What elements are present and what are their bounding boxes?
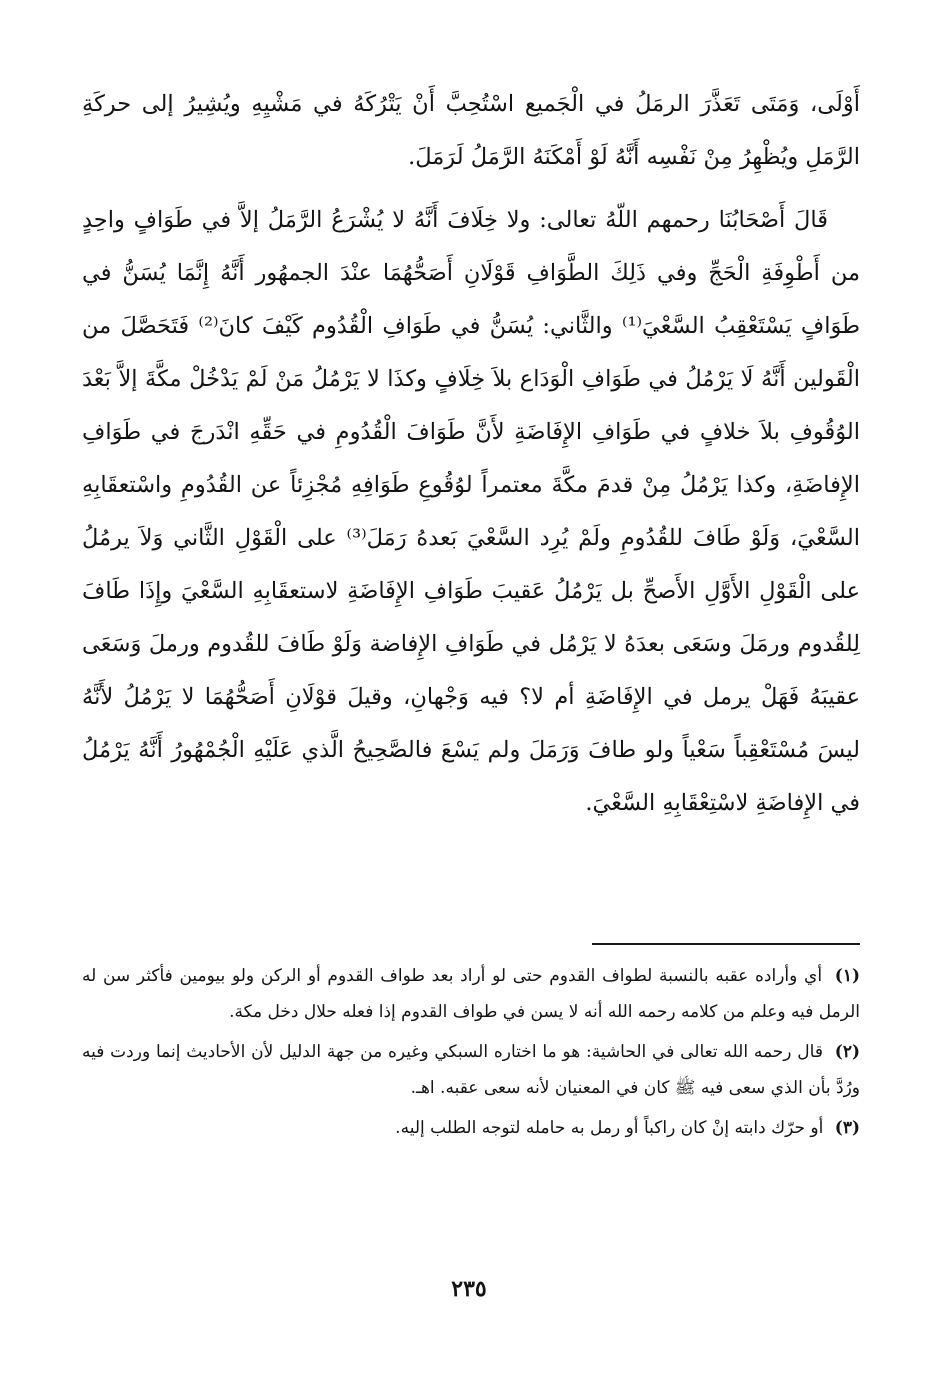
footnote-separator	[592, 943, 860, 945]
footnote-number: (١)	[834, 966, 860, 986]
footnote-1	[82, 958, 860, 1030]
main-text	[82, 78, 860, 830]
footnote-text: أي وأراده عقبه بالنسبة لطواف القدوم حتى لو أراد بعد طواف القدوم أو الركن ولو بيومين فأكثر سن له الرمل فيه وعلم من كلامه رحمه الله أنه لا يسن في طواف القدوم إذا فعله حلال دخل مكة.	[82, 966, 860, 1022]
page-number: ٢٣٥	[451, 1276, 487, 1302]
footnote-number: (٣)	[834, 1118, 860, 1138]
paragraph-1: أَوْلَى، وَمَتَى تَعَذَّرَ الرمَلُ في الْجَميع اسْتُحِبَّ أَنْ يَتْرُكَهُ في مَشْيِهِ ويُشِيرُ إلى حركَةِ الرَّمَلِ ويُظْهِرُ مِنْ نَفْسِه أَنَّهُ لَوْ أَمْكَنَهُ الرَّمَلُ لَرَمَلَ.	[82, 91, 860, 170]
paragraph-2: قَالَ أَصْحَابُنَا رحمهم اللّهُ تعالى: ولا خِلَافَ أَنَّهُ لا يُشْرَعُ الرَّمَلُ إلاَّ في طَوَافٍ واحِدٍ من أَطْوِفَةِ الْحَجِّ وفي ذَلِكَ الطَّوَافِ قَوْلَانِ أَصَحُّهُمَا عنْدَ الجمهُور أَنَّهُ إِنَّمَا يُسَنُّ في طَوَافٍ يَسْتَعْقِبُ السَّعْيَ⁽¹⁾ والثَّاني: يُسَنُّ في طَوَافِ الْقُدُوم كَيْفَ كانَ⁽²⁾ فَتَحَصَّلَ من الْقَولين أَنَّهُ لَا يَرْمُلُ في طَوَافِ الْوَدَاع بلاَ خِلَافٍ وكذَا لا يَرْمُلُ مَنْ لَمْ يَدْخُلْ مكَّةَ إلاَّ بَعْدَ الوُقُوفِ بلاَ خلافٍ في طَوَافِ الإِفَاضَةِ لأَنَّ طَوَافَ الْقُدُومِ في حَقِّهِ انْدَرجَ في طَوَافِ الإِفاضَةِ، وكذا يَرْمُلُ مِنْ قدمَ مكَّةَ معتمراً لوُقُوعِ طَوَافِهِ مُجْزِئاً عن القُدُومِ واسْتعقَابِهِ السَّعْيَ، وَلَوْ طَافَ للقُدُومِ ولَمْ يُرِد السَّعْيَ بَعدهُ رَمَلَ⁽³⁾ على الْقَوْلِ الثَّاني وَلاَ يرمُلُ على الْقَوْلِ الأَوَّلِ الأَصحِّ بل يَرْمُلُ عَقيبَ طَوَافِ الإِفَاضَةِ لاستعقَابِهِ السَّعْيَ وإِذَا طَافَ لِلقُدوم ورمَلَ وسَعَى بعدَهُ لا يَرْمُل في طَوَافِ الإِفاضة وَلَوْ طَافَ للقُدوم ورملَ وَسَعَى عقيبَهُ فَهَلْ يرمل في الإِفَاضَةِ أم لا؟ فيه وَجْهانِ، وقيلَ قوْلَانِ أَصَحُّهُمَا لا يَرْمُلُ لأَنَّهُ ليسَ مُسْتَعْقِباً سَعْياً ولو طافَ وَرَمَلَ ولم يَسْعَ فالصَّحِيحُ الَّذي عَلَيْهِ الْجُمْهُورُ أَنَّهُ يَرْمُلُ في الإِفاضَةِ لاسْتِعْقَابِهِ السَّعْيَ.	[82, 207, 861, 816]
footnotes	[82, 958, 860, 1150]
footnote-3	[82, 1110, 860, 1146]
footnote-2	[82, 1034, 860, 1106]
footnote-text: قال رحمه الله تعالى في الحاشية: هو ما اختاره السبكي وغيره من جهة الدليل لأن الأحاديث إنما وردت فيه ورُدَّ بأن الذي سعى فيه ﷺ كان في المعنيان لأنه سعى عقبه. اهـ.	[82, 1042, 860, 1098]
footnote-number: (٢)	[834, 1042, 860, 1062]
footnote-text: أو حرّك دابته إنْ كان راكباً أو رمل به حامله لتوجه الطلب إليه.	[395, 1118, 824, 1138]
